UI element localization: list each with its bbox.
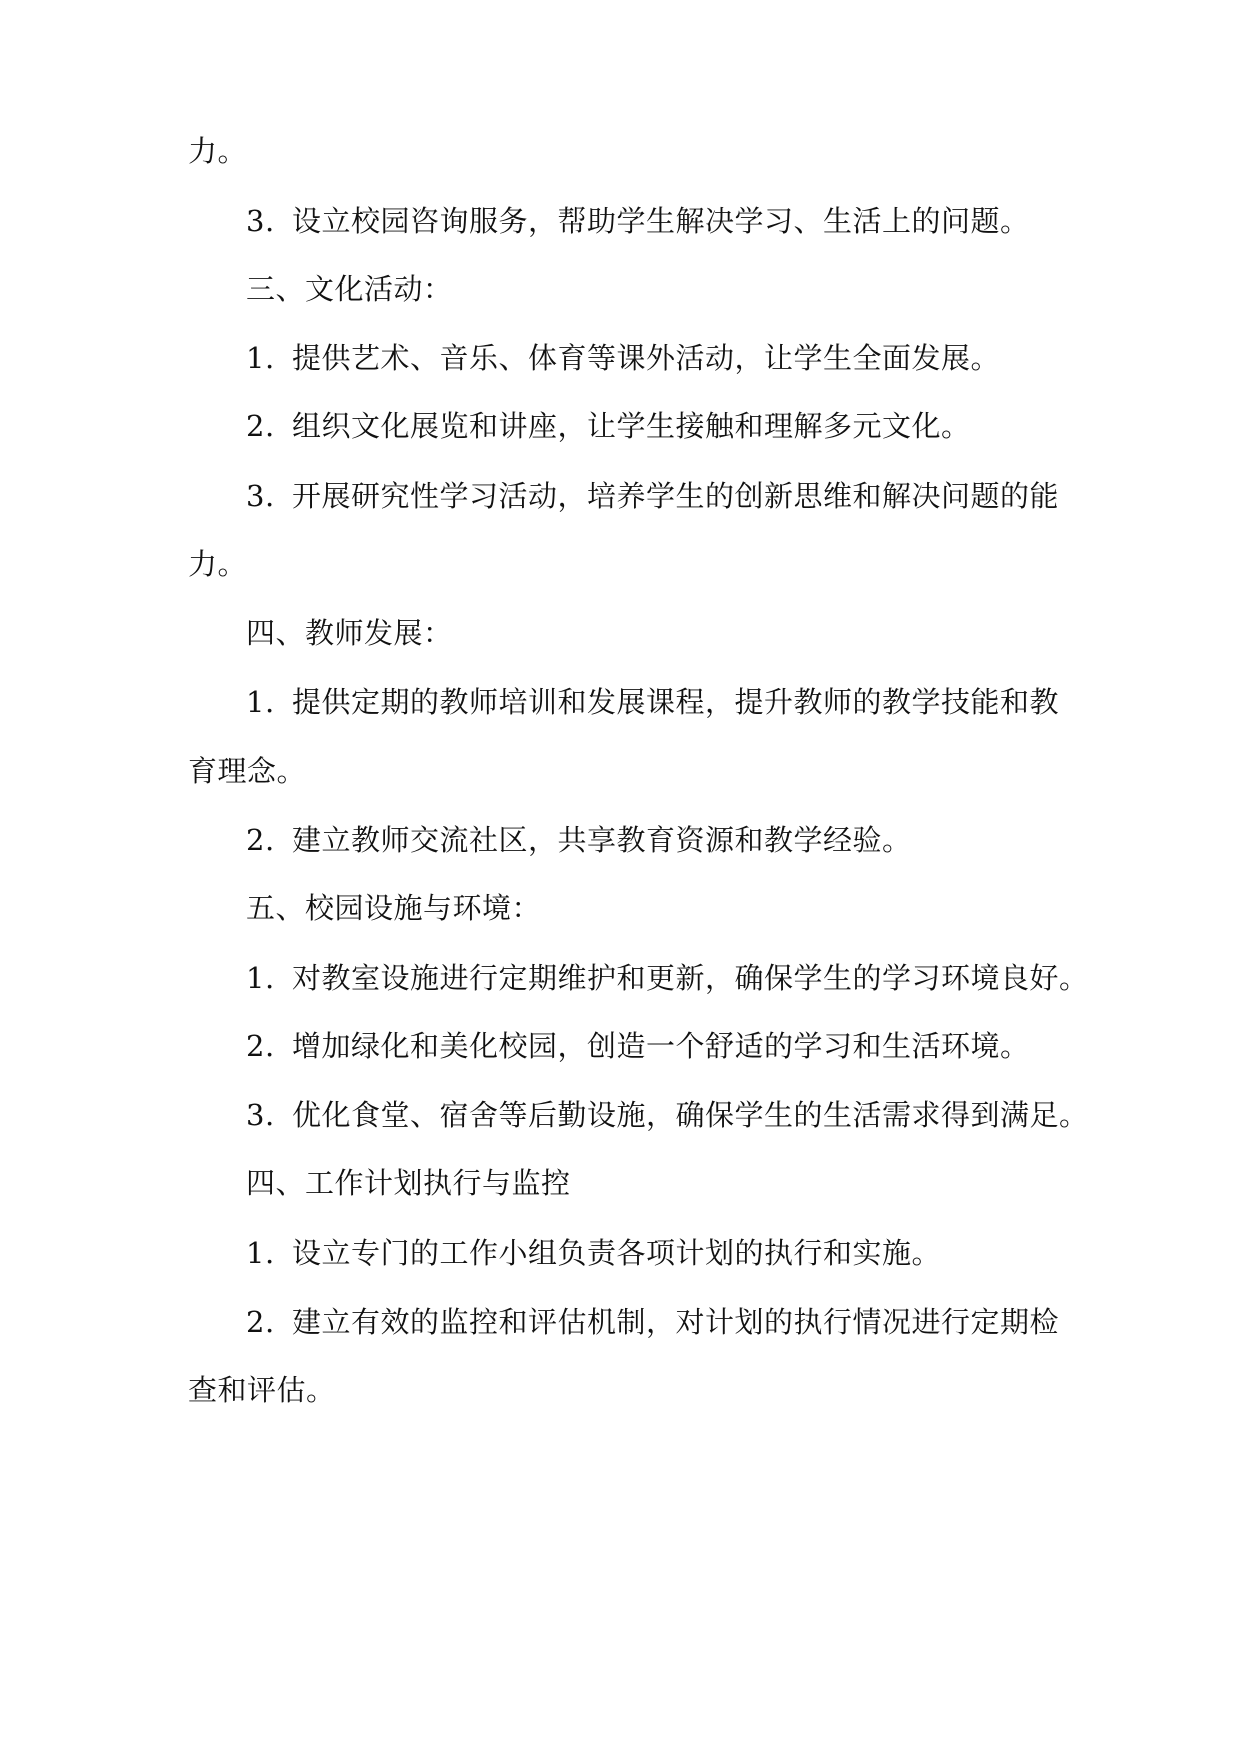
- section-heading: [0, 267, 1241, 311]
- paragraph-continuation: [0, 749, 1241, 793]
- list-number: 3.: [246, 1098, 275, 1132]
- line-text: 增加绿化和美化校园，创造一个舒适的学习和生活环境。: [292, 1029, 1030, 1063]
- list-number: 2.: [246, 823, 275, 857]
- paragraph-continuation: [0, 1368, 1241, 1412]
- list-number: 2.: [246, 1029, 275, 1063]
- list-item: [0, 404, 1241, 448]
- line-text: 四、工作计划执行与监控: [246, 1166, 571, 1200]
- line-text: 开展研究性学习活动，培养学生的创新思维和解决问题的能: [292, 479, 1060, 513]
- line-text: 查和评估。: [188, 1373, 336, 1407]
- line-text: 育理念。: [188, 754, 307, 788]
- list-item: [0, 474, 1241, 518]
- section-heading: [0, 1161, 1241, 1205]
- list-item: [0, 1024, 1241, 1068]
- list-number: 1.: [246, 961, 275, 995]
- section-heading: [0, 886, 1241, 930]
- line-text: 优化食堂、宿舍等后勤设施，确保学生的生活需求得到满足。: [292, 1098, 1089, 1132]
- line-text: 三、文化活动：: [246, 272, 453, 306]
- line-text: 组织文化展览和讲座，让学生接触和理解多元文化。: [292, 409, 971, 443]
- paragraph-continuation: [0, 542, 1241, 586]
- list-item: [0, 680, 1241, 724]
- line-text: 建立教师交流社区，共享教育资源和教学经验。: [292, 823, 912, 857]
- list-item: [0, 1300, 1241, 1344]
- line-text: 建立有效的监控和评估机制，对计划的执行情况进行定期检: [292, 1305, 1060, 1339]
- list-item: [0, 818, 1241, 862]
- line-text: 五、校园设施与环境：: [246, 891, 542, 925]
- list-number: 3.: [246, 479, 275, 513]
- section-heading: [0, 611, 1241, 655]
- paragraph-continuation: [0, 129, 1241, 173]
- list-item: [0, 956, 1241, 1000]
- list-item: [0, 1231, 1241, 1275]
- line-text: 力。: [188, 547, 248, 581]
- list-number: 2.: [246, 1305, 275, 1339]
- list-number: 2.: [246, 409, 275, 443]
- line-text: 提供定期的教师培训和发展课程，提升教师的教学技能和教: [292, 685, 1060, 719]
- line-text: 力。: [188, 134, 248, 168]
- line-text: 对教室设施进行定期维护和更新，确保学生的学习环境良好。: [292, 961, 1089, 995]
- list-item: [0, 199, 1241, 243]
- list-number: 1.: [246, 1236, 275, 1270]
- line-text: 四、教师发展：: [246, 616, 453, 650]
- line-text: 提供艺术、音乐、体育等课外活动，让学生全面发展。: [292, 341, 1001, 375]
- line-text: 设立校园咨询服务，帮助学生解决学习、生活上的问题。: [292, 204, 1030, 238]
- line-text: 设立专门的工作小组负责各项计划的执行和实施。: [292, 1236, 942, 1270]
- list-item: [0, 336, 1241, 380]
- list-item: [0, 1093, 1241, 1137]
- list-number: 3.: [246, 204, 275, 238]
- list-number: 1.: [246, 341, 275, 375]
- list-number: 1.: [246, 685, 275, 719]
